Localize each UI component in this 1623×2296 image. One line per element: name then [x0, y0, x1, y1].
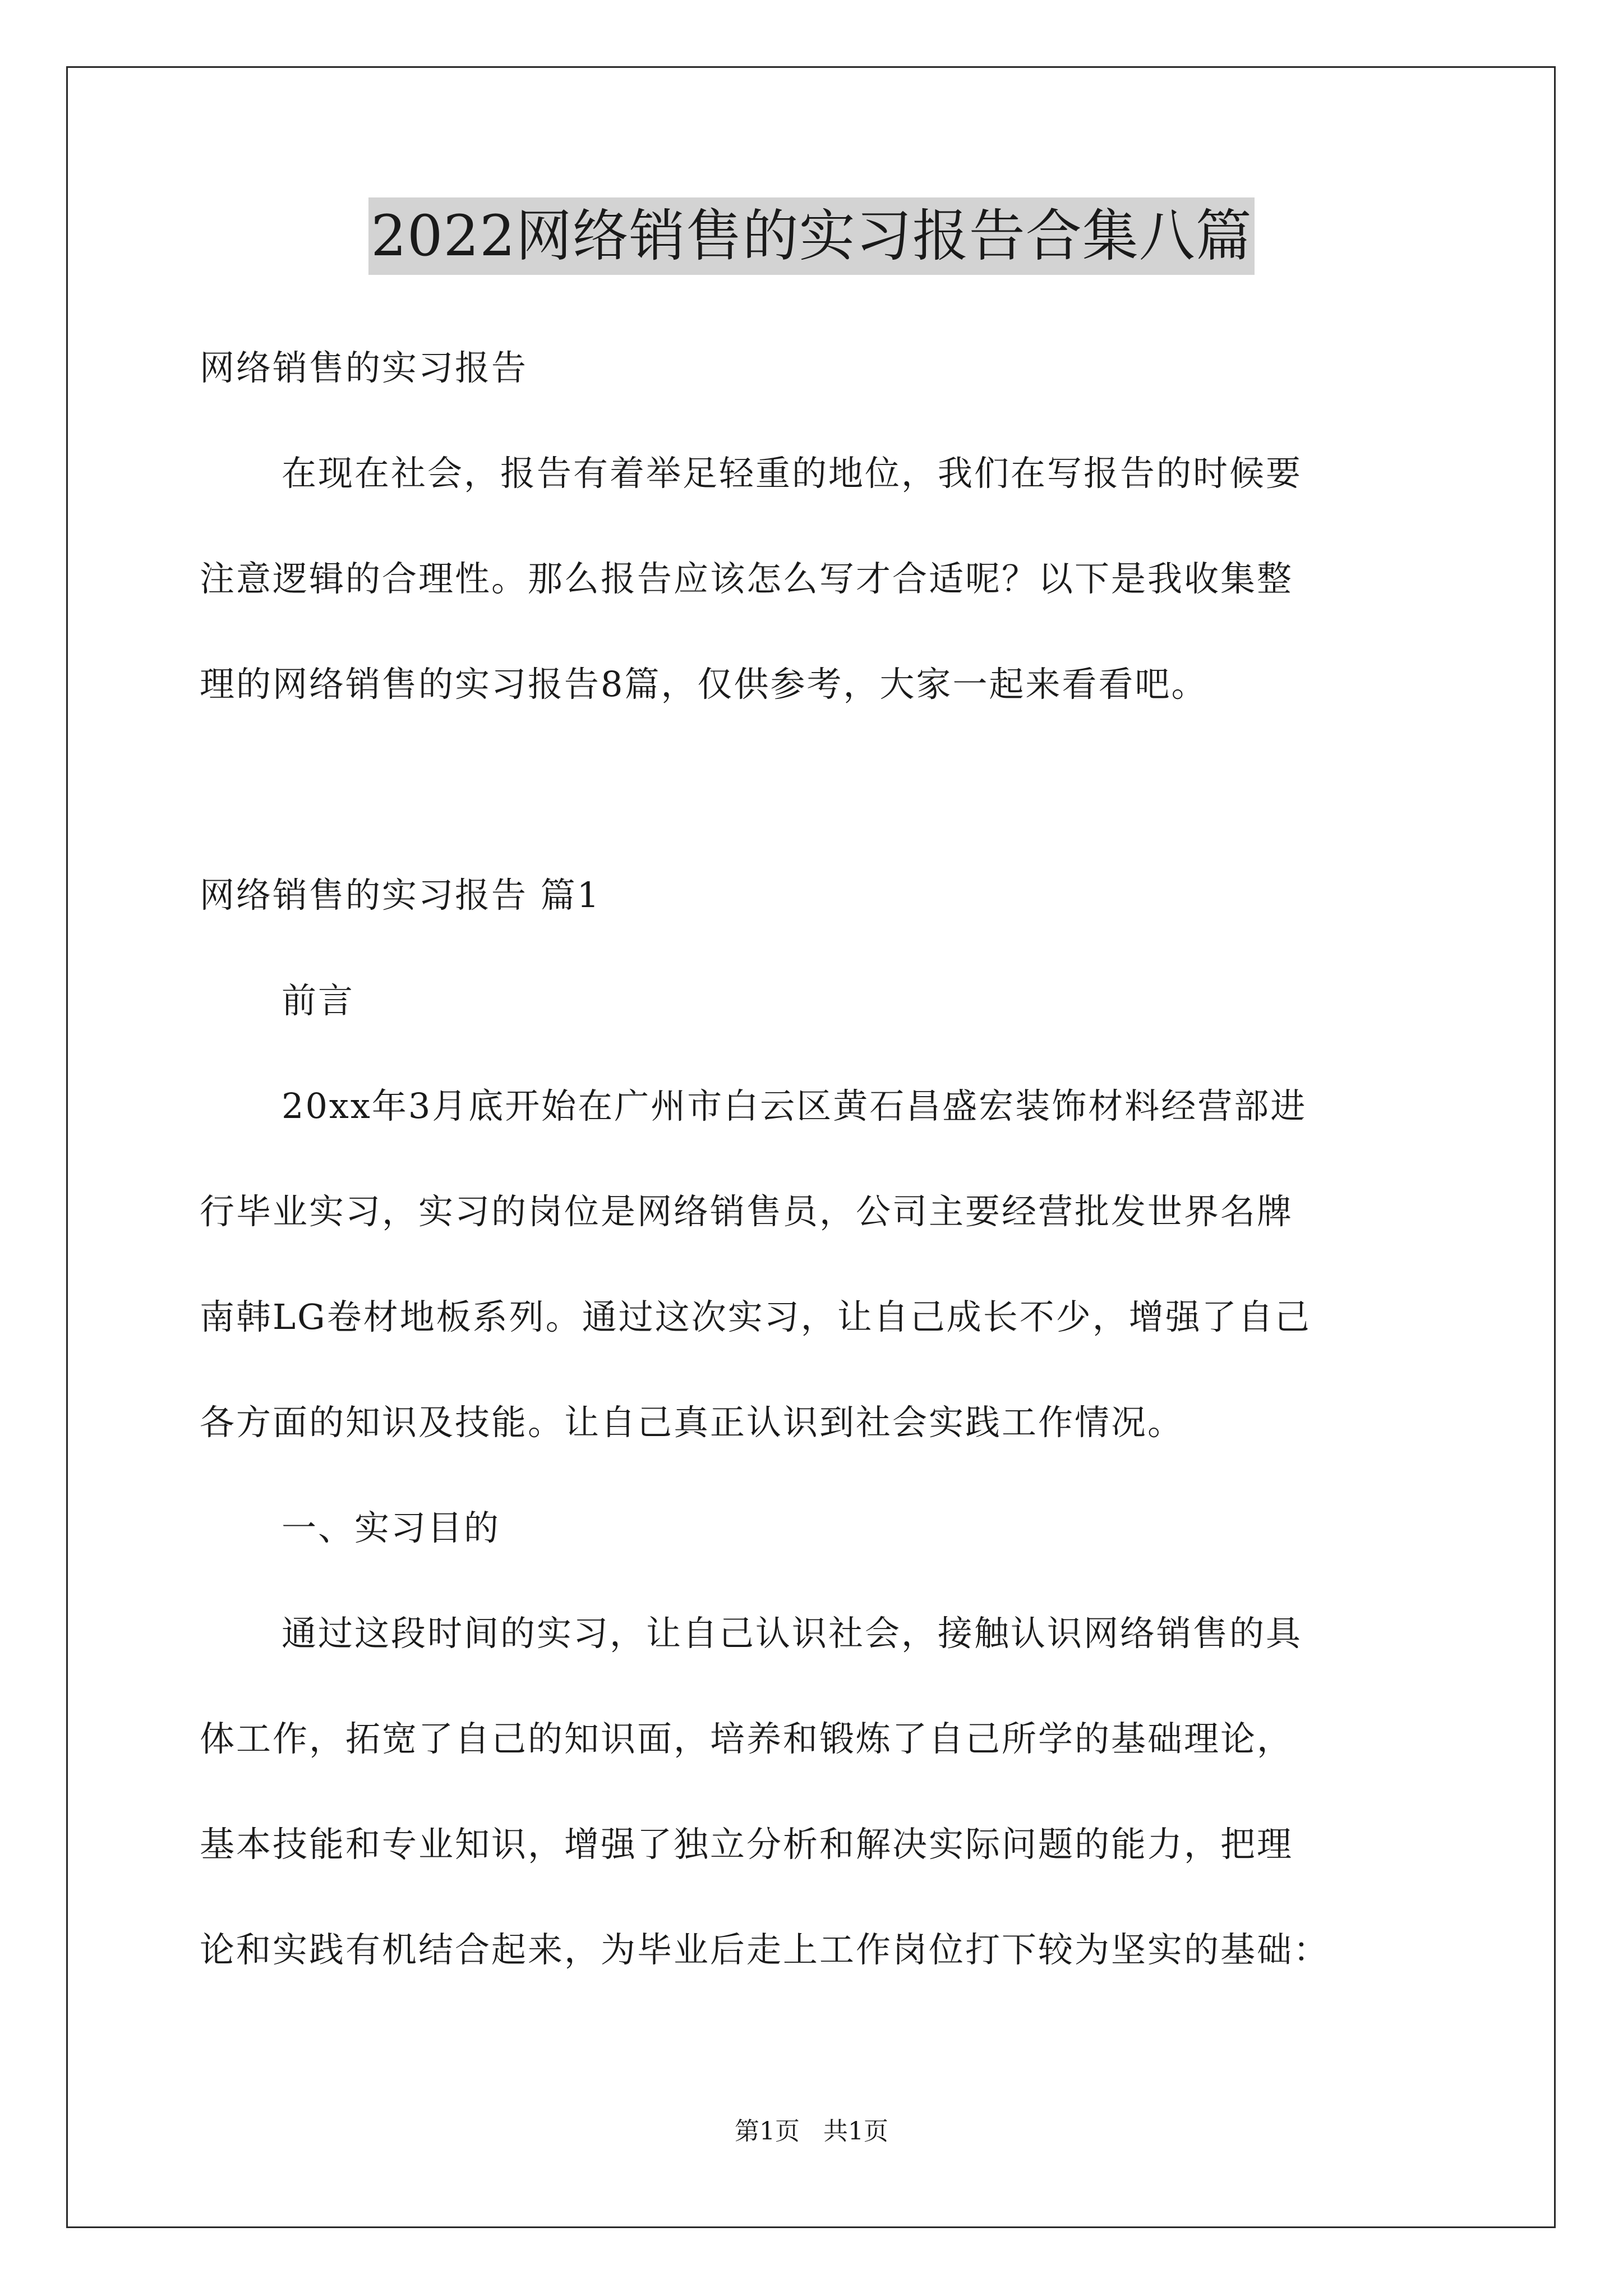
preface-line: 南韩LG卷材地板系列。通过这次实习，让自己成长不少，增强了自己 [200, 1296, 1311, 1337]
title-container [0, 197, 1623, 275]
purpose-heading: 一、实习目的 [282, 1507, 501, 1548]
purpose-line: 基本技能和专业知识，增强了独立分析和解决实际问题的能力，把理 [200, 1824, 1294, 1865]
purpose-line: 论和实践有机结合起来，为毕业后走上工作岗位打下较为坚实的基础： [200, 1929, 1330, 1970]
document-body [200, 315, 1428, 2003]
intro-line: 理的网络销售的实习报告8篇，仅供参考，大家一起来看看吧。 [200, 664, 1208, 705]
preface-heading: 前言 [282, 980, 355, 1021]
intro-line: 在现在社会，报告有着举足轻重的地位，我们在写报告的时候要 [282, 453, 1303, 494]
page-total: 共1页 [823, 2117, 888, 2146]
intro-line: 注意逻辑的合理性。那么报告应该怎么写才合适呢？以下是我收集整 [200, 558, 1294, 599]
document-title: 2022网络销售的实习报告合集八篇 [368, 197, 1255, 275]
section-heading: 网络销售的实习报告 篇1 [200, 875, 601, 915]
subtitle: 网络销售的实习报告 [200, 347, 528, 388]
page-number: 第1页 [735, 2117, 800, 2146]
purpose-line: 体工作，拓宽了自己的知识面，培养和锻炼了自己所学的基础理论， [200, 1718, 1294, 1759]
paragraph-gap [200, 737, 1428, 843]
preface-line: 各方面的知识及技能。让自己真正认识到社会实践工作情况。 [200, 1402, 1184, 1443]
preface-line: 行毕业实习，实习的岗位是网络销售员，公司主要经营批发世界名牌 [200, 1191, 1294, 1232]
preface-line: 20xx年3月底开始在广州市白云区黄石昌盛宏装饰材料经营部进 [282, 1085, 1307, 1126]
page-footer [0, 2115, 1623, 2148]
purpose-line: 通过这段时间的实习，让自己认识社会，接触认识网络销售的具 [282, 1613, 1303, 1654]
